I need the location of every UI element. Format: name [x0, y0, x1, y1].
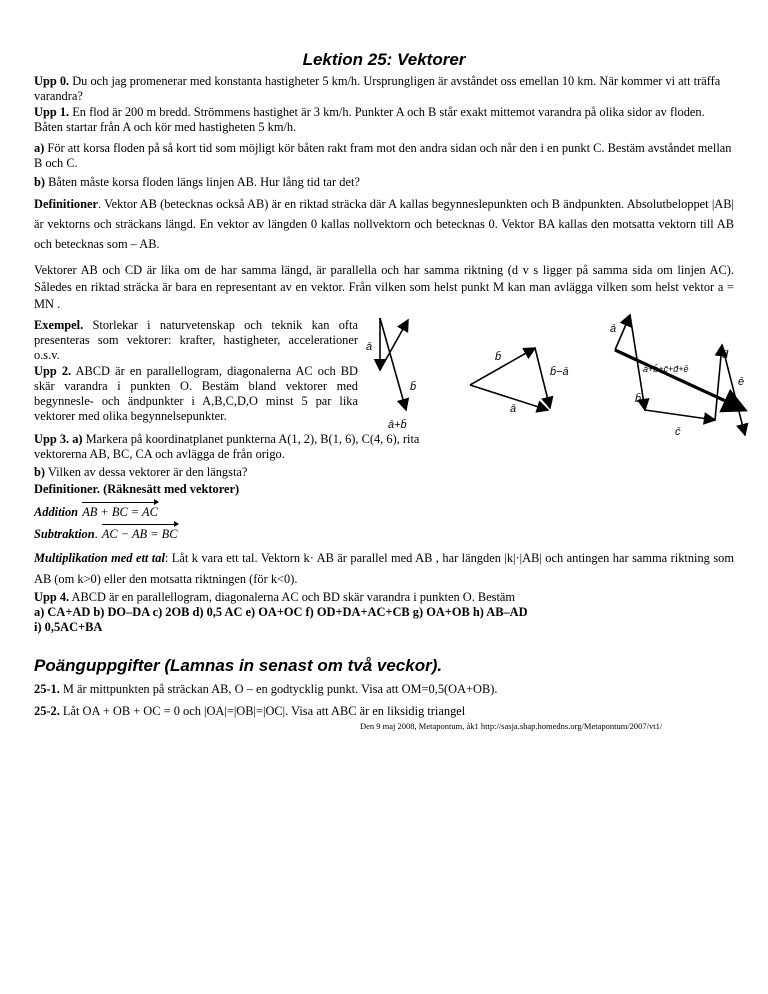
upp1-paragraph [34, 105, 734, 135]
upp3b-label: b) [34, 465, 46, 479]
upp1-label: Upp 1. [34, 105, 70, 119]
upp0-label: Upp 0. [34, 74, 70, 88]
p251-label: 25-1. [34, 682, 60, 696]
def3-paragraph [34, 482, 734, 497]
upp1b-text: Båten måste korsa floden längs linjen AB. Hur lång tid tar det? [45, 175, 360, 189]
exempel-paragraph [34, 318, 358, 363]
upp3-text: Markera på koordinatplanet punkterna A(1, 2), B(1, 6), C(4, 6), rita vektorerna AB, BC, CA och avlägga de från origo. [34, 432, 420, 461]
addition-label: Addition [34, 505, 79, 519]
label-apb: ā+b̄ [388, 419, 407, 431]
upp2-text: ABCD är en parallellogram, diagonalerna AC och BD skär varandra i punkten O. Bestäm bland vektorer med begynnesle- och ändpunkter i A,B,C,D,O minst 5 par lika vektorer med olika begynnelsepunkter. [34, 364, 358, 423]
figure-addition [366, 318, 416, 431]
footer-note: Den 9 maj 2008, Metapontum, åk1 http://sasja.shap.homedns.org/Metapontum/2007/vt1/ [360, 721, 663, 731]
subtraktion-line: Subtraktion. AC − AB = BC [34, 527, 178, 541]
upp1b-paragraph [34, 175, 734, 190]
multiplication-paragraph [34, 548, 734, 590]
upp1b-label: b) [34, 175, 46, 189]
upp1a-text: För att korsa floden på så kort tid som möjligt kör båten rakt fram mot den andra sidan och når den i en punkt C. Bestäm avståndet mellan B och C. [34, 141, 732, 170]
def1-text: . Vektor AB (betecknas också AB) är en riktad sträcka där A kallas begynneslepunkten och B ändpunkten. Absolutbeloppet |AB| är vektorns och sträckans längd. En vektor av längden 0 kallas nollvektorn och betecknas 0. Vektor BA kallas den motsatta vektorn till AB och betecknas som – AB. [34, 197, 734, 251]
label-d: d̄ [722, 349, 729, 361]
upp3b-text: Vilken av dessa vektorer är den längsta? [45, 465, 248, 479]
upp4-text: ABCD är en parallellogram, diagonalerna AC och BD skär varandra i punkten O. Bestäm [69, 590, 516, 604]
upp4-items: a) CA+AD b) DO–DA c) 2OB d) 0,5 AC e) OA+OC f) OD+DA+AC+CB g) OA+OB h) AB–AD [34, 605, 528, 619]
section-title-poanguppgifter: Poänguppgifter (Lamnas in senast om två veckor). [34, 656, 443, 675]
upp0-text: Du och jag promenerar med konstanta hastigheter 5 km/h. Ursprungligen är avståndet oss emellan 10 km. När kommer vi att träffa varandra? [34, 74, 721, 103]
def1-label: Definitioner [34, 197, 99, 211]
p252-label: 25-2. [34, 704, 60, 718]
subtraktion-formula: AC − AB = BC [101, 527, 178, 541]
label-a-2: ā [510, 403, 517, 415]
problem-25-2 [34, 704, 734, 719]
upp4-item-i: i) 0,5AC+BA [34, 620, 103, 634]
label-e: ē [738, 376, 745, 388]
subtraktion-label: Subtraktion [34, 527, 95, 541]
def3-label: Definitioner [34, 482, 97, 496]
upp4-label: Upp 4. [34, 590, 70, 604]
exempel-label: Exempel. [34, 318, 84, 332]
label-b-1: b̄ [410, 381, 417, 393]
addition-line [34, 505, 734, 520]
definitions-paragraph [34, 194, 734, 254]
upp2-paragraph [34, 364, 358, 424]
upp1-text: En flod är 200 m bredd. Strömmens hastighet är 3 km/h. Punkter A och B står exakt mittemot varandra på olika sidor av floden. Båten startar från A och kör med hastigheten 5 km/h. [34, 105, 705, 134]
upp3-label: Upp 3. a) [34, 432, 83, 446]
def3-text: . (Räknesätt med vektorer) [96, 482, 240, 496]
label-c: c̄ [675, 426, 681, 438]
label-a-3: ā [610, 323, 617, 335]
mult-text: : Låt k vara ett tal. Vektorn k· AB är parallel med AB , har längden |k|·|AB| och antingen har samma riktning som AB (om k>0) eller den motsatta riktningen (för k<0). [34, 551, 734, 586]
def2-text: Vektorer AB och CD är lika om de har samma längd, är parallella och har samma riktning (d v s ligger på samma sida om linjen AC). Således en riktad sträcka är bara en representant av en vektor. Från vilken som helst punkt M kan man avlägga vilken som helst vektor a = MN . [34, 263, 734, 311]
p252-text: Låt OA + OB + OC = 0 och |OA|=|OB|=|OC|. Visa att ABC är en liksidig triangel [59, 704, 466, 718]
figure-five-sum [610, 315, 745, 438]
label-b-2: b̄ [495, 351, 502, 363]
label-sum: ā+b̄+c̄+d̄+ē [643, 364, 689, 374]
upp2-label: Upp 2. [34, 364, 72, 378]
upp4-paragraph [34, 590, 734, 605]
page-title: Lektion 25: Vektorer [302, 50, 466, 69]
figure-subtraction [470, 348, 569, 415]
upp1a-paragraph [34, 141, 734, 171]
label-bma: b̄−ā [550, 366, 569, 378]
p251-text: M är mittpunkten på sträckan AB, O – en godtycklig punkt. Visa att OM=0,5(OA+OB). [59, 682, 498, 696]
problem-25-1 [34, 682, 734, 697]
label-a-1: ā [366, 341, 373, 353]
vector-figures [360, 300, 760, 440]
addition-formula: AB + BC = AC [82, 505, 158, 519]
upp0-paragraph [34, 74, 734, 104]
exempel-text: Storlekar i naturvetenskap och teknik kan ofta presenteras som vektorer: krafter, hastigheter, accelerationer o.s.v. [34, 318, 358, 362]
label-b-3: b̄ [635, 393, 642, 405]
upp3b-paragraph [34, 465, 734, 480]
upp1a-label: a) [34, 141, 45, 155]
mult-label: Multiplikation med ett tal [34, 551, 165, 565]
